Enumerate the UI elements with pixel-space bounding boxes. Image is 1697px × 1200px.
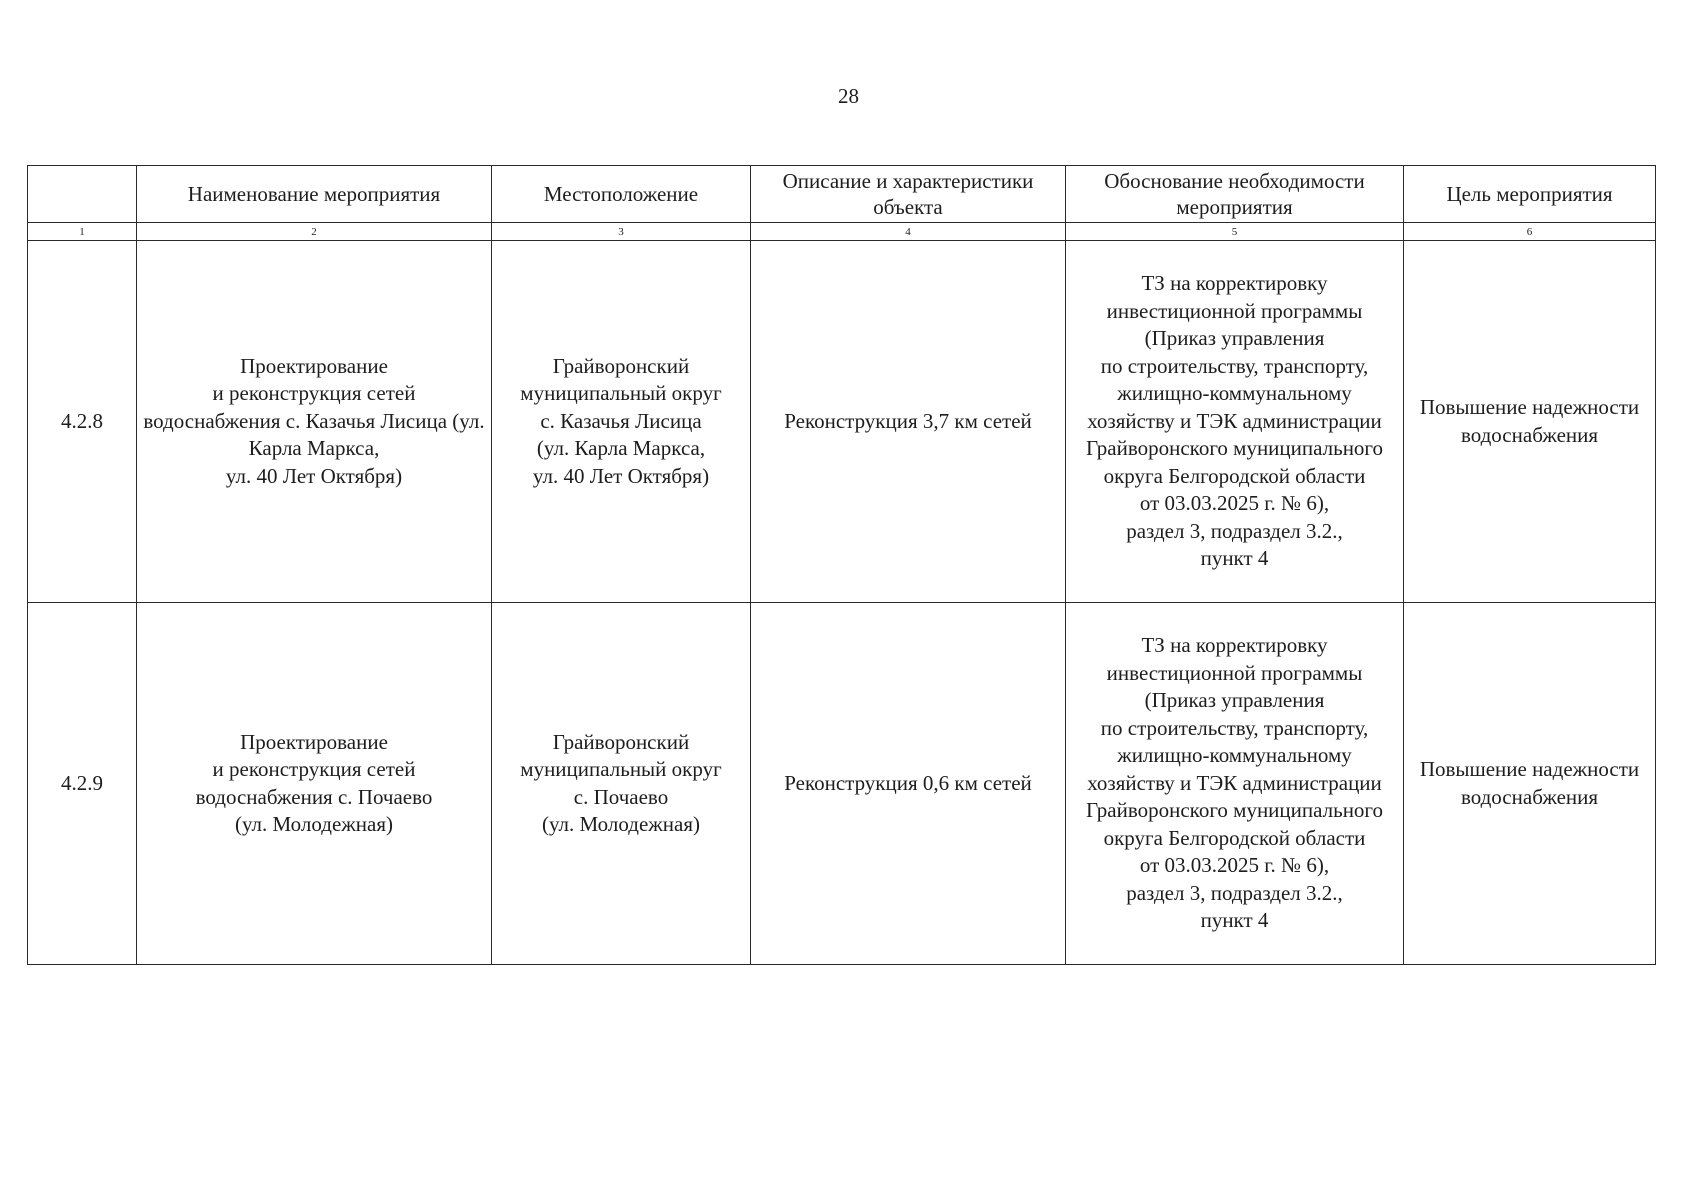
column-index-row bbox=[28, 223, 1656, 241]
header-number bbox=[28, 166, 137, 223]
header-location: Местоположение bbox=[492, 166, 751, 223]
description-cell bbox=[751, 241, 1066, 603]
column-index: 4 bbox=[751, 223, 1066, 241]
justification: ТЗ на корректировку инвестиционной программы (Приказ управления по строительству, транспорту, жилищно-коммунальному хозяйству и ТЭК администрации Грайворонского муниципального округа Белгородской области от 03.03.2025 г. № 6), раздел 3, подраздел 3.2., пункт 4 bbox=[1085, 633, 1384, 933]
row-number: 4.2.8 bbox=[28, 241, 137, 603]
measure-name-cell bbox=[137, 603, 492, 965]
column-index: 6 bbox=[1404, 223, 1656, 241]
justification-cell bbox=[1066, 603, 1404, 965]
goal-cell bbox=[1404, 603, 1656, 965]
description-cell bbox=[751, 603, 1066, 965]
justification: ТЗ на корректировку инвестиционной программы (Приказ управления по строительству, транспорту, жилищно-коммунальному хозяйству и ТЭК администрации Грайворонского муниципального округа Белгородской области от 03.03.2025 г. № 6), раздел 3, подраздел 3.2., пункт 4 bbox=[1085, 271, 1384, 571]
header-justification: Обоснование необходимости мероприятия bbox=[1066, 166, 1404, 223]
measures-table bbox=[27, 165, 1656, 965]
location-cell bbox=[492, 241, 751, 603]
measure-name: Проектирование и реконструкция сетей водоснабжения с. Казачья Лисица (ул. Карла Маркса, ул. 40 Лет Октября) bbox=[143, 353, 485, 488]
justification-cell bbox=[1066, 241, 1404, 603]
header-goal: Цель мероприятия bbox=[1404, 166, 1656, 223]
table-header-row bbox=[28, 166, 1656, 223]
column-index: 1 bbox=[28, 223, 137, 241]
table-row bbox=[28, 603, 1656, 965]
header-description: Описание и характеристики объекта bbox=[751, 166, 1066, 223]
goal: Повышение надежности водоснабжения bbox=[1419, 395, 1640, 447]
location: Грайворонский муниципальный округ с. Почаево (ул. Молодежная) bbox=[520, 729, 722, 836]
header-measure-name: Наименование мероприятия bbox=[137, 166, 492, 223]
page-number: 28 bbox=[838, 84, 859, 108]
description: Реконструкция 3,7 км сетей bbox=[784, 408, 1032, 433]
measure-name-cell bbox=[137, 241, 492, 603]
measure-name: Проектирование и реконструкция сетей водоснабжения с. Почаево (ул. Молодежная) bbox=[195, 729, 433, 836]
location: Грайворонский муниципальный округ с. Казачья Лисица (ул. Карла Маркса, ул. 40 Лет Октября) bbox=[520, 353, 722, 488]
table-row bbox=[28, 241, 1656, 603]
row-number: 4.2.9 bbox=[28, 603, 137, 965]
column-index: 3 bbox=[492, 223, 751, 241]
goal: Повышение надежности водоснабжения bbox=[1419, 757, 1640, 809]
column-index: 5 bbox=[1066, 223, 1404, 241]
location-cell bbox=[492, 603, 751, 965]
description: Реконструкция 0,6 км сетей bbox=[784, 770, 1032, 795]
goal-cell bbox=[1404, 241, 1656, 603]
column-index: 2 bbox=[137, 223, 492, 241]
